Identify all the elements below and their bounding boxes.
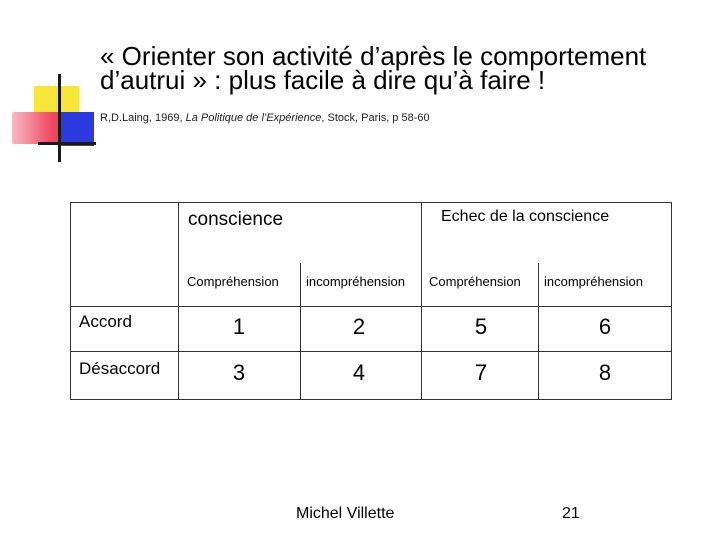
subheader-incomprehension-2: incompréhension (544, 274, 644, 289)
table-divider (538, 263, 539, 399)
table-cell: 6 (598, 314, 612, 339)
footer-author: Michel Villette (296, 505, 395, 522)
citation-publisher: , Stock, Paris, p 58-60 (321, 112, 430, 124)
subheader-comprehension-2: Compréhension (429, 274, 521, 289)
citation-book-title: La Politique de l’Expérience (185, 112, 322, 124)
slide-title-line-2: d’autrui » : plus facile à dire qu’à faire ! (100, 65, 546, 95)
table-cell: 4 (352, 360, 366, 385)
table-cell: 8 (598, 360, 612, 385)
subheader-comprehension-1: Compréhension (187, 274, 279, 289)
header-conscience: conscience (188, 209, 284, 230)
decor-vertical-line (58, 74, 61, 162)
table-divider (178, 203, 179, 399)
table-divider (421, 203, 422, 399)
page-number: 21 (562, 505, 580, 522)
citation (100, 112, 430, 124)
table-cell: 2 (352, 314, 366, 339)
citation-author: R,D.Laing, 1969, (100, 112, 186, 124)
slide-title (100, 41, 700, 95)
decor-blue-square (60, 112, 94, 146)
slide-title-line-1: « Orienter son activité d’après le comportement (100, 41, 647, 71)
header-echec-conscience: Echec de la conscience (441, 208, 610, 225)
table-cell: 7 (474, 360, 488, 385)
table-divider (300, 263, 301, 399)
table-cell: 5 (474, 314, 488, 339)
comparison-table (70, 202, 672, 400)
subheader-incomprehension-1: incompréhension (306, 274, 406, 289)
table-cell: 1 (232, 314, 246, 339)
table-cell: 3 (232, 360, 246, 385)
table-divider (71, 306, 671, 307)
table-divider (71, 351, 671, 352)
row-label-desaccord: Désaccord (79, 359, 161, 378)
decor-horizontal-line (38, 142, 96, 145)
row-label-accord: Accord (79, 312, 132, 331)
